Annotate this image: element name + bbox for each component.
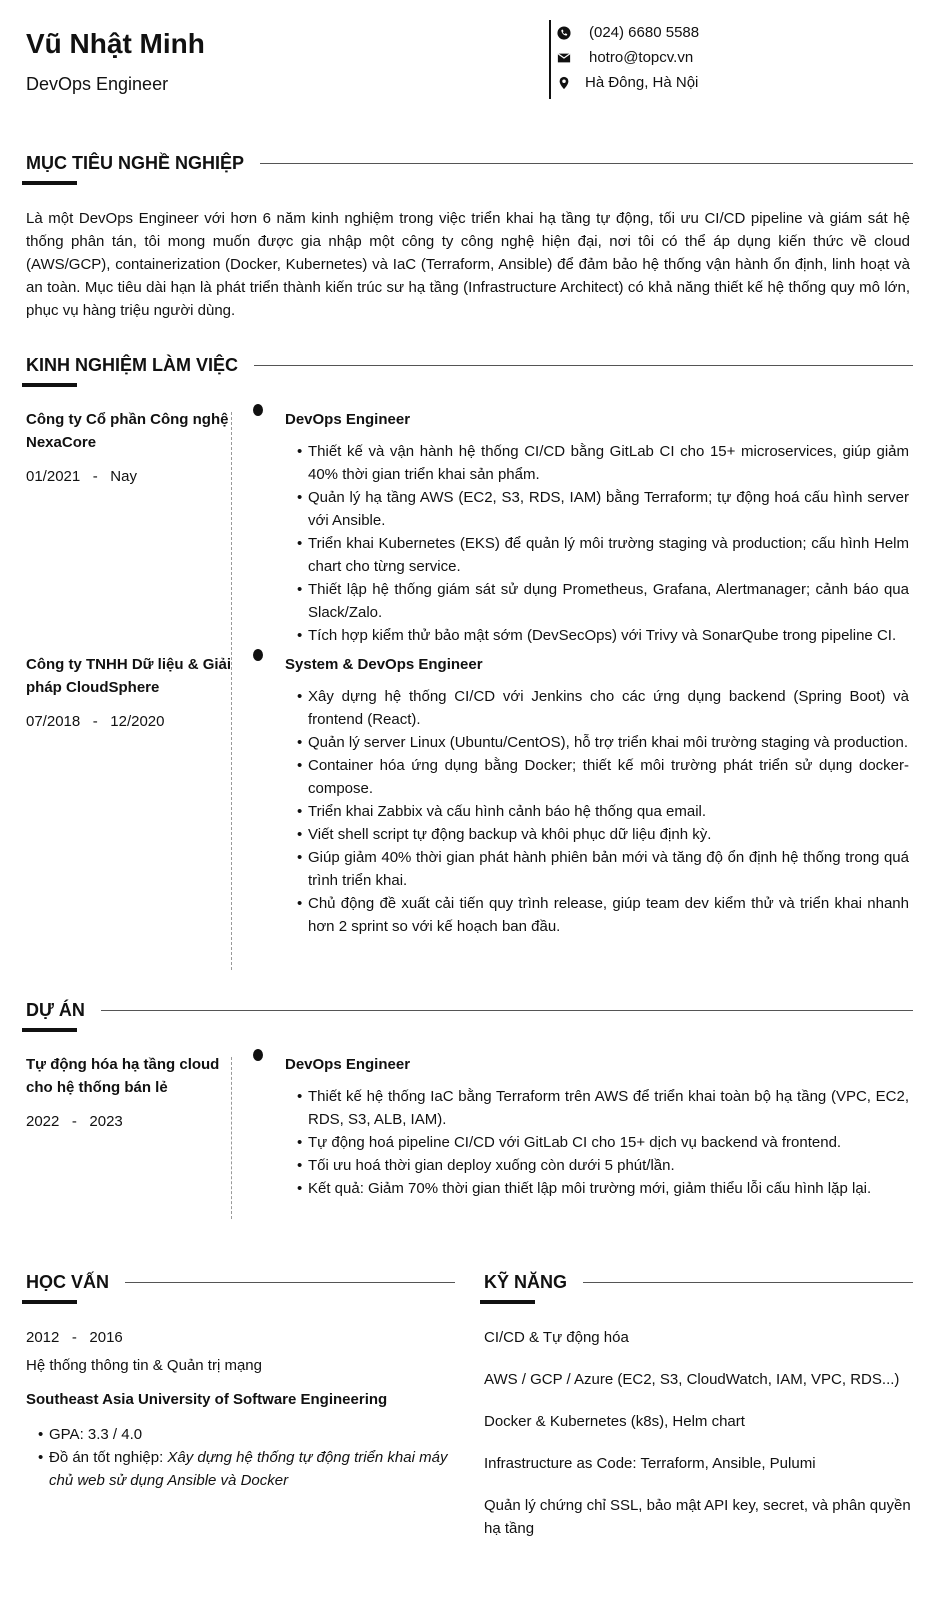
- timeline-dot: [253, 404, 263, 416]
- list-item: • Chủ động đề xuất cải tiến quy trình release, giúp team dev kiểm thử và triển khai nhanh hơn 2 sprint so với kế hoạch ban đầu.: [285, 892, 909, 938]
- contact-phone: [557, 20, 699, 45]
- education-section-header: [26, 1270, 455, 1300]
- list-item: • Triển khai Zabbix và cấu hình cảnh báo hệ thống qua email.: [285, 800, 909, 823]
- location-icon: [557, 76, 571, 90]
- list-item: • Xây dựng hệ thống CI/CD với Jenkins cho các ứng dụng backend (Spring Boot) và frontend (React).: [285, 685, 909, 731]
- candidate-title: DevOps Engineer: [26, 74, 169, 94]
- job-role: System & DevOps Engineer: [285, 656, 483, 673]
- timeline-dot: [253, 649, 263, 661]
- thesis: • Đồ án tốt nghiệp: Xây dựng hệ thống tự động triển khai máy chủ web sử dụng Ansible và Docker: [26, 1446, 456, 1492]
- skill-item: CI/CD & Tự động hóa: [484, 1329, 629, 1346]
- date-range: 2022 - 2023: [26, 1113, 123, 1130]
- timeline-dot: [253, 1049, 263, 1061]
- contact-email: [557, 45, 699, 70]
- list-item: • Quản lý hạ tầng AWS (EC2, S3, RDS, IAM) bằng Terraform; tự động hoá cấu hình server với Ansible.: [285, 486, 909, 532]
- education-major: Hệ thống thông tin & Quản trị mạng: [26, 1357, 262, 1374]
- job-role: DevOps Engineer: [285, 411, 411, 428]
- list-item: • Tối ưu hoá thời gian deploy xuống còn dưới 5 phút/lần.: [285, 1154, 909, 1177]
- skills-section-header: [484, 1270, 913, 1300]
- list-item: • Viết shell script tự động backup và khôi phục dữ liệu định kỳ.: [285, 823, 909, 846]
- location-text: Hà Đông, Hà Nội: [585, 74, 699, 91]
- list-item: • Giúp giảm 40% thời gian phát hành phiên bản mới và tăng độ ổn định hệ thống trong quá trình triển khai.: [285, 846, 909, 892]
- education-date: 2012 - 2016: [26, 1329, 123, 1346]
- list-item: • Kết quả: Giảm 70% thời gian thiết lập môi trường mới, giảm thiểu lỗi cấu hình lặp lại.: [285, 1177, 909, 1200]
- list-item: • Thiết kế và vận hành hệ thống CI/CD bằng GitLab CI cho 15+ microservices, giúp giảm 40% thời gian triển khai sản phẩm.: [285, 440, 909, 486]
- list-item: • Container hóa ứng dụng bằng Docker; thiết kế môi trường phát triển sử dụng docker-compose.: [285, 754, 909, 800]
- bullet-list: [285, 440, 909, 647]
- list-item: • Thiết kế hệ thống IaC bằng Terraform trên AWS để triển khai toàn bộ hạ tầng (VPC, EC2, RDS, S3, ALB, IAM).: [285, 1085, 909, 1131]
- list-item: • Tích hợp kiểm thử bảo mật sớm (DevSecOps) với Trivy và SonarQube trong pipeline CI.: [285, 624, 909, 647]
- phone-text: (024) 6680 5588: [589, 24, 700, 41]
- skill-item: Quản lý chứng chỉ SSL, bảo mật API key, secret, và phân quyền hạ tầng: [484, 1497, 911, 1537]
- education-content: [26, 1326, 456, 1492]
- project-name: Tự động hóa hạ tầng cloud cho hệ thống bán lẻ: [26, 1056, 220, 1096]
- mail-icon: [557, 51, 571, 65]
- skill-item: AWS / GCP / Azure (EC2, S3, CloudWatch, IAM, VPC, RDS...): [484, 1371, 900, 1388]
- experience-section-header: [26, 353, 913, 383]
- skill-item: Infrastructure as Code: Terraform, Ansible, Pulumi: [484, 1455, 816, 1472]
- section-title: KINH NGHIỆM LÀM VIỆC: [26, 353, 254, 377]
- list-item: • Quản lý server Linux (Ubuntu/CentOS), hỗ trợ triển khai môi trường staging và production.: [285, 731, 909, 754]
- list-item: • Tự động hoá pipeline CI/CD với GitLab CI cho 15+ dịch vụ backend và frontend.: [285, 1131, 909, 1154]
- list-item: • Thiết lập hệ thống giám sát sử dụng Prometheus, Grafana, Alertmanager; cảnh báo qua Slack/Zalo.: [285, 578, 909, 624]
- email-text: hotro@topcv.vn: [589, 49, 694, 66]
- contact-location: [557, 70, 699, 95]
- gpa: • GPA: 3.3 / 4.0: [26, 1423, 456, 1446]
- objective-section-header: [26, 151, 913, 181]
- phone-icon: [557, 26, 571, 40]
- section-title: DỰ ÁN: [26, 998, 101, 1022]
- date-range: 07/2018 - 12/2020: [26, 713, 165, 730]
- candidate-name: Vũ Nhật Minh: [26, 28, 205, 59]
- skill-item: Docker & Kubernetes (k8s), Helm chart: [484, 1413, 745, 1430]
- school-name: Southeast Asia University of Software Engineering: [26, 1391, 388, 1408]
- section-title: KỸ NĂNG: [484, 1270, 583, 1294]
- contact-info: [549, 20, 699, 99]
- section-title: MỤC TIÊU NGHỀ NGHIỆP: [26, 151, 260, 175]
- company-name: Công ty Cổ phần Công nghệ NexaCore: [26, 411, 229, 451]
- skills-list: [484, 1326, 914, 1559]
- project-role: DevOps Engineer: [285, 1056, 411, 1073]
- list-item: • Triển khai Kubernetes (EKS) để quản lý môi trường staging và production; cấu hình Helm chart cho từng service.: [285, 532, 909, 578]
- bullet-list: [285, 1085, 909, 1200]
- section-title: HỌC VẤN: [26, 1270, 125, 1294]
- date-range: 01/2021 - Nay: [26, 468, 137, 485]
- education-details: [26, 1423, 456, 1492]
- projects-section-header: [26, 998, 913, 1028]
- bullet-list: [285, 685, 909, 938]
- company-name: Công ty TNHH Dữ liệu & Giải pháp CloudSphere: [26, 656, 232, 696]
- objective-text: Là một DevOps Engineer với hơn 6 năm kinh nghiệm trong việc triển khai hạ tầng tự động, tối ưu CI/CD pipeline và giám sát hệ thống phân tán, tôi mong muốn được gia nhập một công ty công nghệ hiện đại, nơi tôi có thể áp dụng kiến thức về cloud (AWS/GCP), containerization (Docker, Kubernetes) và IaC (Terraform, Ansible) để đảm bảo hệ thống vận hành ổn định, linh hoạt và an toàn. Mục tiêu dài hạn là phát triển thành kiến trúc sư hạ tầng (Infrastructure Architect) có khả năng thiết kế hệ thống quy mô lớn, phục vụ hàng triệu người dùng.: [26, 210, 910, 319]
